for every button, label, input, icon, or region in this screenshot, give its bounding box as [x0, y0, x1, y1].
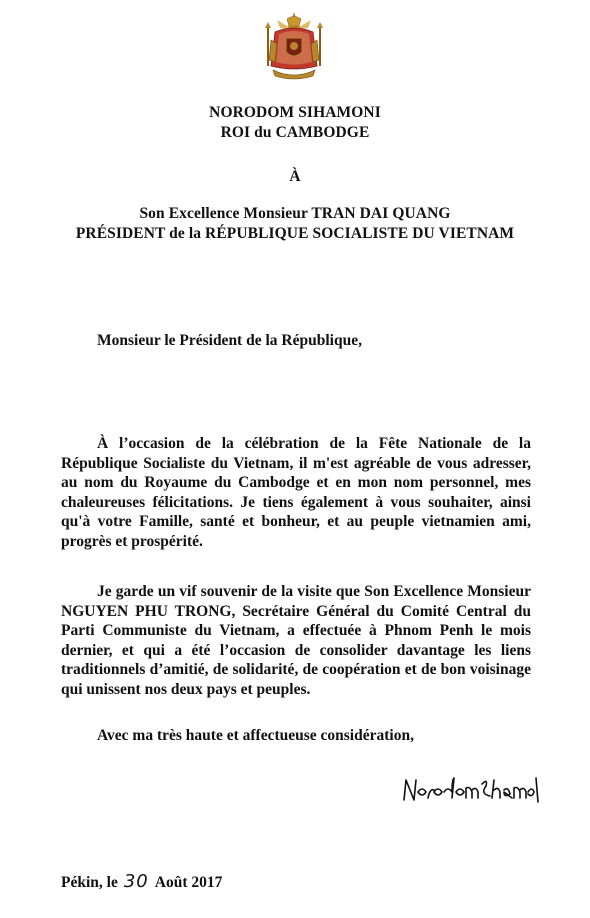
sender-name: NORODOM SIHAMONI — [209, 104, 381, 121]
recipient-title: PRÉSIDENT de la RÉPUBLIQUE SOCIALISTE DU VIETNAM — [75, 225, 515, 242]
addressed-to: À — [289, 168, 301, 185]
paragraph-visit-remembrance: Je garde un vif souvenir de la visite que Son Excellence Monsieur NGUYEN PHU TRONG, Secrétaire Général du Comité Central du Parti Communiste du Vietnam, a effectuée à Phnom Penh le mois dernier, et qui a été l’occasion de consolider davantage les liens traditionnels d’amitié, de solidarité, de coopération et de bon voisinage qui unissent nos deux pays et peuples. — [61, 583, 531, 698]
salutation: Monsieur le Président de la République, — [97, 332, 362, 349]
closing-formula: Avec ma très haute et affectueuse considération, — [97, 727, 414, 744]
date-place: Pékin, le — [61, 874, 118, 891]
sender-title: ROI du CAMBODGE — [220, 124, 370, 141]
paragraph-congratulations: À l’occasion de la célébration de la Fête Nationale de la République Socialiste du Vietnam, il m'est agréable de vous adresser, au nom du Royaume du Cambodge et en mon nom personnel, mes chaleureuses félicitations. Je tiens également à vous souhaiter, ainsi qu'à votre Famille, santé et bonheur, et au peuple vietnamien ami, progrès et prospérité. — [61, 435, 531, 550]
royal-coat-of-arms-icon — [263, 10, 325, 82]
place-and-date — [61, 871, 222, 892]
date-month-year: Août 2017 — [154, 874, 223, 891]
date-day-handwritten: 30 — [123, 871, 149, 892]
handwritten-signature — [400, 772, 540, 806]
recipient-name: Son Excellence Monsieur TRAN DAI QUANG — [139, 205, 451, 222]
